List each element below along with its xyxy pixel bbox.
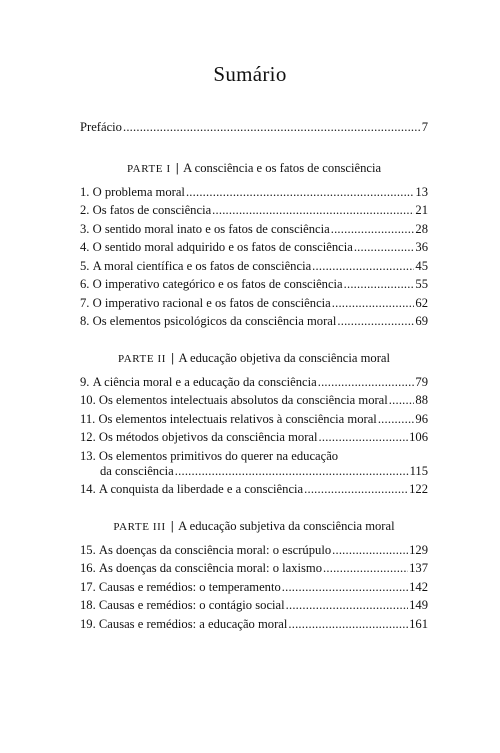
toc-entry[interactable]: [80, 240, 428, 259]
separator: |: [175, 160, 179, 175]
toc-entry-page: 106: [409, 430, 428, 444]
toc-entry-number: 16.: [80, 561, 96, 575]
part-title: A educação objetiva da consciência moral: [178, 350, 390, 365]
toc-entry-number: 5.: [80, 258, 90, 273]
page-title: Sumário: [213, 62, 287, 86]
toc-entry[interactable]: [80, 482, 428, 501]
part-heading-3: [80, 519, 428, 537]
separator: |: [171, 350, 174, 365]
toc-entry-number: 1.: [80, 184, 90, 199]
dot-leader: [378, 412, 415, 427]
toc-entry-page: 88: [415, 393, 428, 407]
dot-leader: [354, 240, 415, 255]
toc-entry-page: 79: [415, 374, 428, 389]
toc-entry[interactable]: [80, 598, 428, 617]
separator: |: [170, 518, 174, 533]
toc-entry-number: 2.: [80, 203, 90, 217]
toc-entry-page: 62: [415, 295, 428, 310]
toc-entry-number: 15.: [80, 542, 96, 557]
toc-entry-label: Prefácio: [80, 120, 122, 134]
toc-entry[interactable]: [80, 296, 428, 315]
dot-leader: [312, 259, 414, 274]
toc-entry[interactable]: [80, 617, 428, 636]
toc-entry-number: 14.: [80, 482, 96, 496]
dot-leader: [212, 203, 414, 218]
dot-leader: [332, 296, 415, 311]
toc-entry-page: 21: [415, 203, 428, 217]
toc-entry-label: O sentido moral inato e os fatos de consciência: [92, 221, 330, 236]
toc-entry-label: Os elementos intelectuais absolutos da consciência moral: [98, 393, 388, 407]
toc-entry-first-line[interactable]: [80, 449, 428, 464]
toc-entry[interactable]: [80, 185, 428, 204]
dot-leader: [286, 598, 408, 613]
toc-entry[interactable]: [80, 314, 428, 333]
toc-entry-page: 28: [415, 221, 428, 236]
toc-entry-number: 8.: [80, 314, 90, 328]
toc-entry-number: 6.: [80, 277, 90, 291]
dot-leader: [337, 314, 414, 329]
toc-entry-label-continued: da consciência: [100, 463, 174, 478]
toc-entry-page: 149: [409, 598, 428, 612]
part-title: A educação subjetiva da consciência moral: [178, 518, 395, 533]
dot-leader: [318, 375, 415, 390]
toc-entry-label: A ciência moral e a educação da consciência: [92, 374, 317, 389]
toc-entry-number: 18.: [80, 598, 96, 612]
toc-entry[interactable]: [80, 430, 428, 449]
toc-entry-label: Os métodos objetivos da consciência moral: [98, 430, 318, 444]
toc-entry[interactable]: [80, 561, 428, 580]
toc-entry[interactable]: [80, 222, 428, 241]
toc-entry-preface[interactable]: [80, 120, 428, 139]
part-number: PARTE III: [113, 520, 166, 533]
dot-leader: [331, 222, 415, 237]
toc-entry[interactable]: [80, 203, 428, 222]
toc-entry-label: Os elementos psicológicos da consciência moral: [92, 314, 337, 328]
toc-entry-page: 137: [409, 561, 428, 575]
toc-entry-page: 142: [409, 579, 428, 594]
toc-entry-label: As doenças da consciência moral: o laxismo: [98, 561, 323, 575]
dot-leader: [319, 430, 409, 445]
toc-entry-number: 13.: [80, 448, 96, 463]
toc-entry[interactable]: [80, 580, 428, 599]
dot-leader: [186, 185, 414, 200]
dot-leader: [389, 393, 415, 408]
dot-leader: [288, 617, 408, 632]
toc-entry-page: 36: [415, 240, 428, 254]
table-of-contents: [80, 120, 428, 635]
part-number: PARTE I: [126, 162, 171, 175]
toc-entry-label: Os elementos primitivos do querer na educação: [98, 448, 339, 463]
toc-entry-label: Os elementos intelectuais relativos à consciência moral: [98, 411, 377, 426]
toc-entry[interactable]: [80, 277, 428, 296]
toc-entry-number: 10.: [80, 393, 96, 407]
toc-entry-number: 19.: [80, 616, 96, 631]
toc-entry-page: 122: [409, 482, 428, 496]
dot-leader: [123, 120, 421, 135]
toc-entry-number: 17.: [80, 579, 96, 594]
dot-leader: [282, 580, 408, 595]
toc-entry-page: 161: [409, 616, 428, 631]
toc-entry-label: O sentido moral adquirido e os fatos de consciência: [92, 240, 353, 254]
dot-leader: [175, 464, 409, 479]
toc-entry-label: Causas e remédios: a educação moral: [98, 616, 288, 631]
toc-entry-page: 7: [421, 120, 428, 134]
toc-entry-label: Causas e remédios: o contágio social: [98, 598, 285, 612]
toc-entry-page: 115: [409, 463, 428, 478]
toc-entry[interactable]: [80, 259, 428, 278]
toc-entry-page: 129: [409, 542, 428, 557]
toc-entry-continuation[interactable]: [80, 464, 428, 483]
part-title: A consciência e os fatos de consciência: [183, 160, 382, 175]
toc-entry-label: A conquista da liberdade e a consciência: [98, 482, 304, 496]
part-heading-1: [80, 161, 428, 179]
toc-entry-number: 3.: [80, 221, 90, 236]
toc-entry-page: 69: [415, 314, 428, 328]
part-heading-2: [80, 351, 428, 369]
toc-entry-page: 55: [415, 277, 428, 291]
dot-leader: [323, 561, 408, 576]
toc-entry-label: As doenças da consciência moral: o escrúpulo: [98, 542, 332, 557]
part-number: PARTE II: [117, 352, 167, 365]
toc-entry-page: 13: [415, 184, 428, 199]
toc-entry-number: 11.: [80, 411, 96, 426]
toc-entry[interactable]: [80, 375, 428, 394]
toc-entry-label: O problema moral: [92, 184, 185, 199]
toc-entry-page: 96: [415, 411, 428, 426]
toc-entry-label: Causas e remédios: o temperamento: [98, 579, 281, 594]
dot-leader: [332, 543, 408, 558]
toc-entry-number: 9.: [80, 374, 90, 389]
toc-entry[interactable]: [80, 543, 428, 562]
toc-entry-number: 4.: [80, 240, 90, 254]
toc-entry-number: 7.: [80, 295, 90, 310]
toc-entry-page: 45: [415, 258, 428, 273]
toc-entry-label: O imperativo racional e os fatos de consciência: [92, 295, 331, 310]
toc-entry-label: Os fatos de consciência: [92, 203, 212, 217]
toc-entry[interactable]: [80, 412, 428, 431]
toc-entry-number: 12.: [80, 430, 96, 444]
toc-entry-label: O imperativo categórico e os fatos de consciência: [92, 277, 343, 291]
toc-entry-label: A moral científica e os fatos de consciência: [92, 258, 312, 273]
toc-entry[interactable]: [80, 393, 428, 412]
dot-leader: [304, 482, 408, 497]
dot-leader: [344, 277, 415, 292]
